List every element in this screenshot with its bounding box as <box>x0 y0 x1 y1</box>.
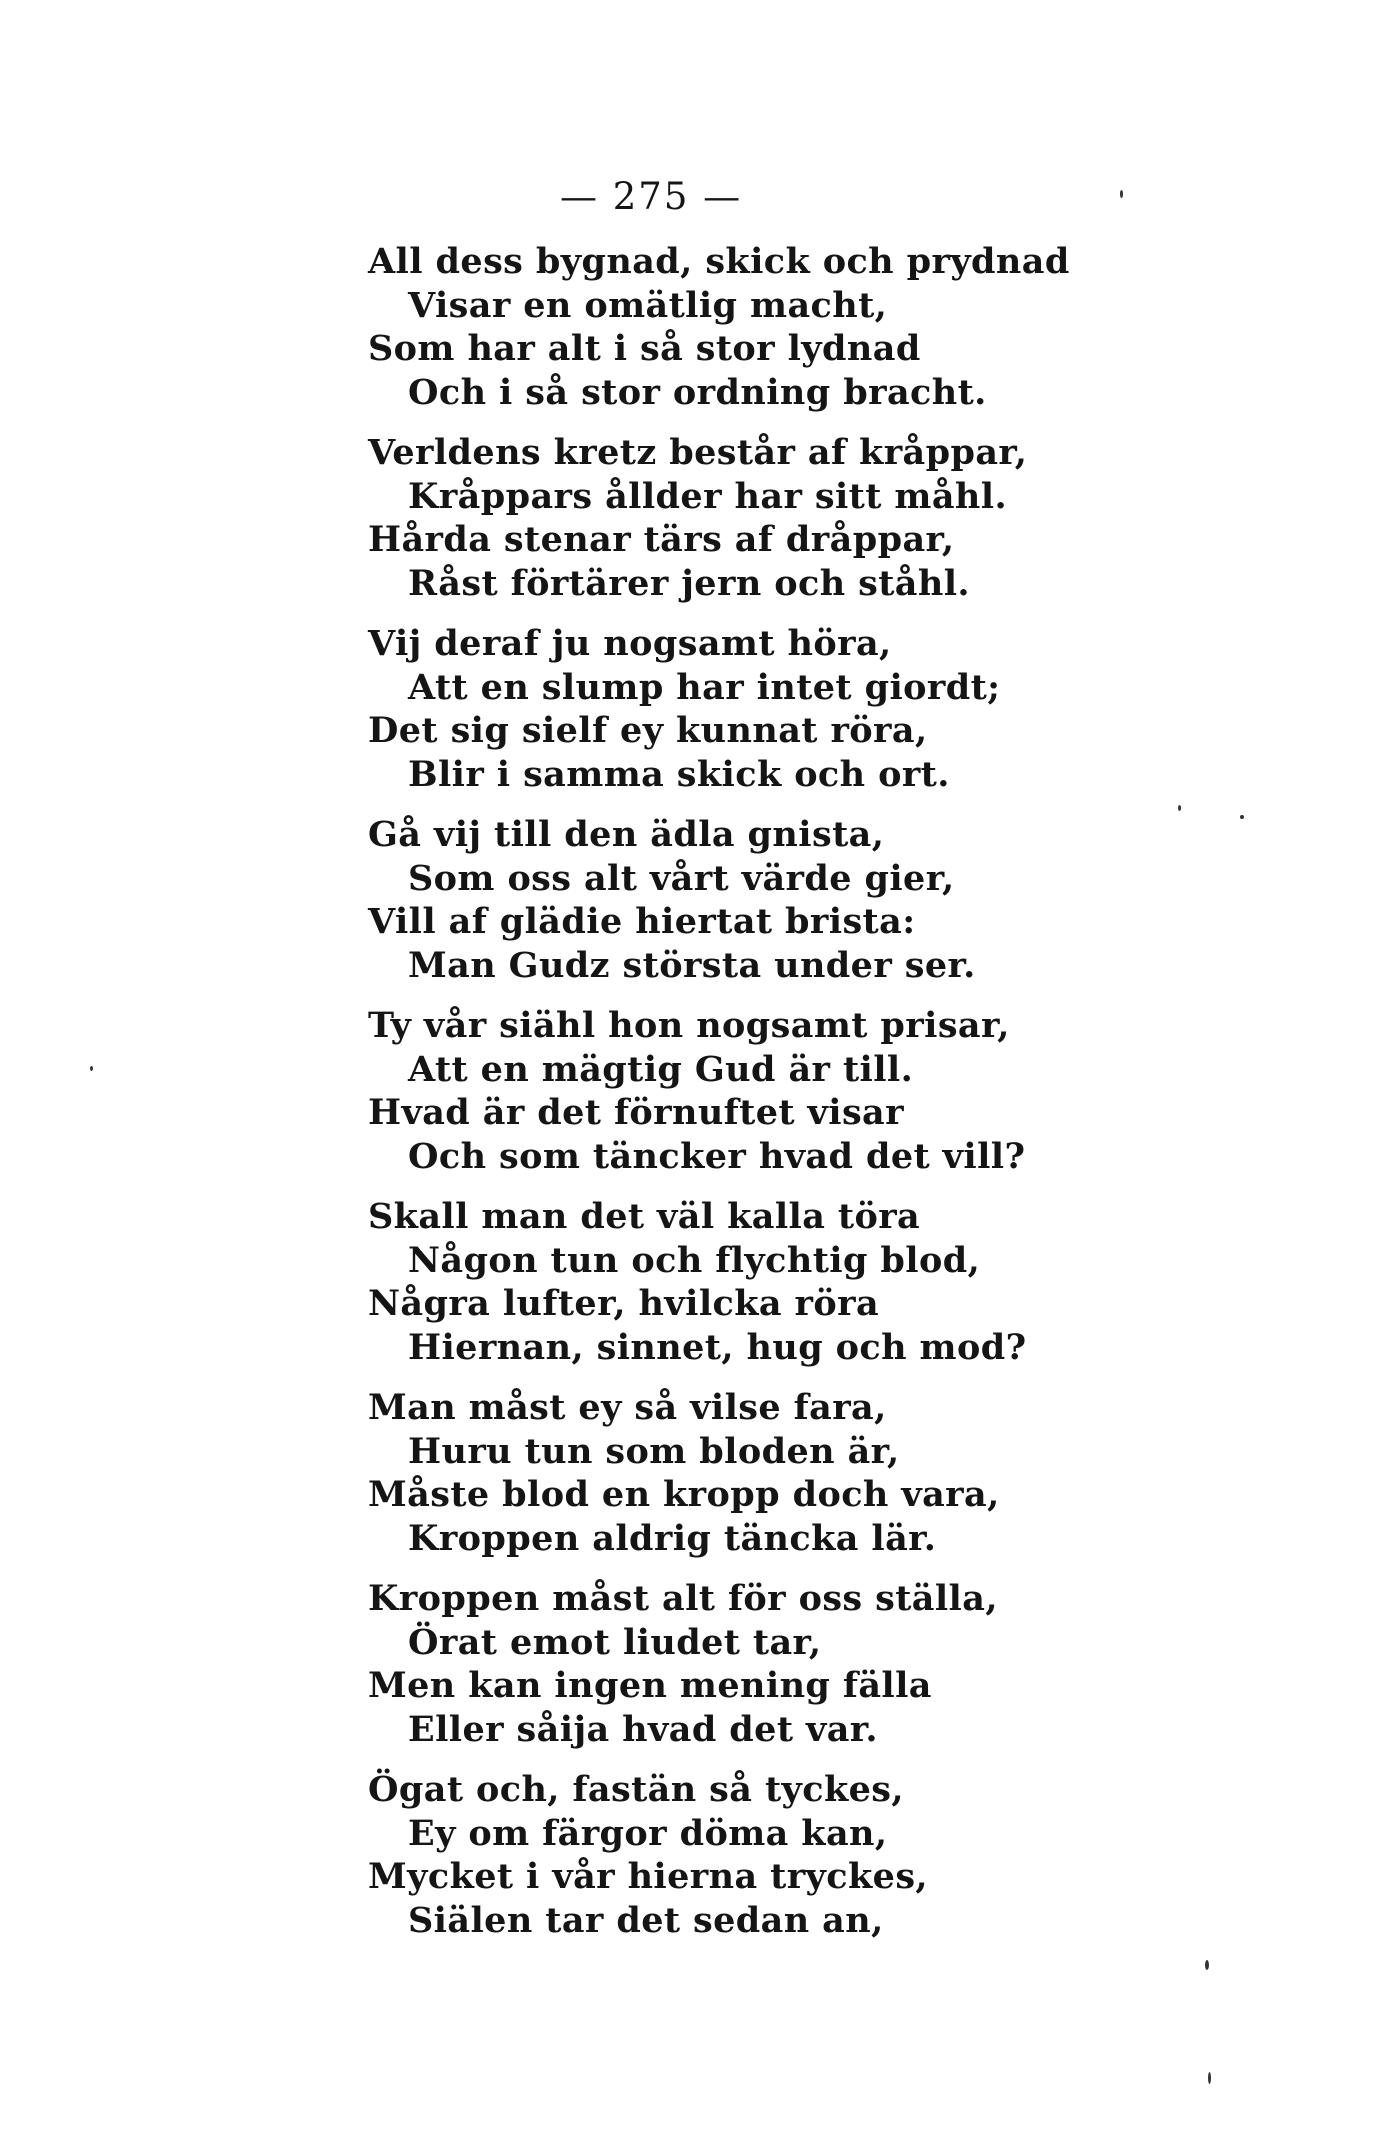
scan-speck <box>90 1066 93 1071</box>
verse-line: Ögat och, fastän så tyckes, <box>368 1769 904 1810</box>
verse-line: Kråppars ållder har sitt måhl. <box>408 475 1008 517</box>
verse-line: Det sig sielf ey kunnat röra, <box>368 710 928 751</box>
verse-line: Hårda stenar tärs af dråppar, <box>368 519 955 560</box>
verse-line: Och i så stor ordning bracht. <box>408 371 987 413</box>
verse-line: Måste blod en kropp doch vara, <box>368 1474 1000 1515</box>
verse-line: Mycket i vår hierna tryckes, <box>368 1856 929 1897</box>
verse-line: Att en slump har intet giordt; <box>408 666 1001 708</box>
verse-line: Kroppen aldrig täncka lär. <box>408 1517 937 1559</box>
scan-speck <box>1178 805 1181 811</box>
stanza <box>368 1004 1026 1192</box>
verse-line: Blir i samma skick och ort. <box>408 753 950 795</box>
page-number: — 275 — <box>560 175 743 218</box>
verse-line: Vill af glädie hiertat brista: <box>368 901 916 942</box>
verse-line: Och som täncker hvad det vill? <box>408 1135 1026 1177</box>
stanza <box>368 1768 1018 1956</box>
verse-line: Som oss alt vårt värde gier, <box>408 857 955 899</box>
verse-line: Råst förtärer jern och ståhl. <box>408 562 971 604</box>
verse-line: Vij deraf ju nogsamt höra, <box>368 623 892 664</box>
scan-speck <box>1240 815 1244 819</box>
verse-line: Hvad är det förnuftet visar <box>368 1092 904 1133</box>
stanza <box>368 622 1018 810</box>
verse-line: Siälen tar det sedan an, <box>408 1899 884 1941</box>
verse-line: Kroppen måst alt för oss ställa, <box>368 1578 998 1619</box>
stanza <box>368 431 1028 619</box>
verse-line: Man måst ey så vilse fara, <box>368 1387 887 1428</box>
verse-line: All dess bygnad, skick och prydnad <box>368 241 1070 282</box>
stanza <box>368 240 1070 428</box>
verse-line: Någon tun och flychtig blod, <box>408 1239 981 1281</box>
verse-line: Några lufter, hvilcka röra <box>368 1283 880 1324</box>
verse-line: Örat emot liudet tar, <box>408 1621 822 1663</box>
verse-line: Verldens kretz består af kråppar, <box>368 432 1028 473</box>
scan-speck <box>1208 2072 1211 2084</box>
poem <box>368 240 1070 1959</box>
verse-line: Eller såija hvad det var. <box>408 1708 879 1750</box>
verse-line: Man Gudz största under ser. <box>408 944 976 986</box>
verse-line: Hiernan, sinnet, hug och mod? <box>408 1326 1027 1368</box>
verse-line: Ey om färgor döma kan, <box>408 1812 888 1854</box>
verse-line: Men kan ingen mening fälla <box>368 1665 932 1706</box>
stanza <box>368 1386 1018 1574</box>
scan-speck <box>1120 190 1123 198</box>
stanza <box>368 1577 1018 1765</box>
verse-line: Som har alt i så stor lydnad <box>368 328 921 369</box>
scan-speck <box>1205 1960 1209 1970</box>
verse-line: Skall man det väl kalla töra <box>368 1196 921 1237</box>
verse-line: Att en mägtig Gud är till. <box>408 1048 914 1090</box>
verse-line: Visar en omätlig macht, <box>408 284 888 326</box>
verse-line: Huru tun som bloden är, <box>408 1430 900 1472</box>
stanza <box>368 813 1018 1001</box>
verse-line: Gå vij till den ädla gnista, <box>368 814 885 855</box>
verse-line: Ty vår siähl hon nogsamt prisar, <box>368 1005 1010 1046</box>
stanza <box>368 1195 1027 1383</box>
